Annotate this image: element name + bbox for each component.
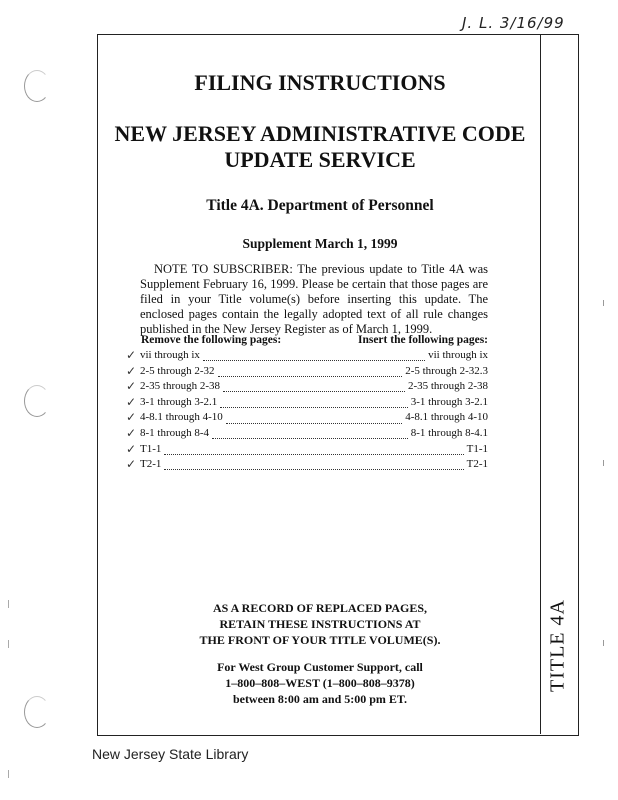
insert-pages: 4-8.1 through 4-10 [405,411,488,424]
table-row [126,457,488,474]
check-mark-icon: ✓ [126,394,137,409]
remove-pages: 8-1 through 8-4 [140,426,210,439]
punch-hole-top [24,70,50,102]
title-tab-label: TITLE 4A [546,599,569,693]
check-mark-icon: ✓ [126,410,137,425]
page-title: FILING INSTRUCTIONS [194,70,446,95]
subject-title: Title 4A. Department of Personnel [206,197,434,214]
check-mark-icon: ✓ [126,363,137,378]
dot-leader [220,399,407,408]
punch-hole-middle [24,385,50,417]
code-title-line2: UPDATE SERVICE [224,147,416,172]
library-stamp: New Jersey State Library [92,746,249,762]
remove-pages-header: Remove the following pages: [141,334,282,346]
remove-pages: T1-1 [140,442,162,455]
remove-pages: 2-35 through 2-38 [140,380,221,393]
insert-pages: vii through ix [428,349,488,361]
insert-pages-header: Insert the following pages: [357,334,488,346]
insert-pages: T2-1 [466,458,488,471]
remove-pages: vii through ix [140,349,200,361]
insert-pages: 3-1 through 3-2.1 [410,395,488,408]
remove-pages: T2-1 [140,458,162,471]
code-title-line1: NEW JERSEY ADMINISTRATIVE CODE [114,121,526,146]
page-list [126,348,488,474]
remove-pages: 3-1 through 3-2.1 [140,395,218,408]
insert-pages: 2-5 through 2-32.3 [405,364,488,377]
record-instructions [100,600,540,648]
record-line-3: THE FRONT OF YOUR TITLE VOLUME(S). [199,633,441,647]
remove-pages: 2-5 through 2-32 [140,364,215,377]
dot-leader [223,383,405,392]
check-mark-icon: ✓ [126,348,137,362]
table-row [126,379,488,396]
supplement-date: Supplement March 1, 1999 [242,236,398,251]
dot-leader [226,415,402,424]
customer-support [100,659,540,707]
insert-pages: T1-1 [466,442,488,455]
check-mark-icon: ✓ [126,425,137,440]
record-line-2: RETAIN THESE INSTRUCTIONS AT [219,617,421,631]
dot-leader [164,446,463,455]
support-hours: between 8:00 am and 5:00 pm ET. [232,692,408,706]
handwritten-note: J. L. 3/16/99 [462,14,565,32]
margin-mark [8,640,9,648]
margin-mark [8,600,9,608]
check-mark-icon: ✓ [126,379,137,394]
right-margin-mark [603,300,604,306]
right-margin-mark [603,640,604,646]
table-row [126,363,488,381]
table-row [126,425,488,443]
record-line-1: AS A RECORD OF REPLACED PAGES, [212,601,428,615]
subscriber-note-text: NOTE TO SUBSCRIBER: The previous update to Title 4A was Supplement February 16, 1999. Please be certain that those pages are filed in your Title volume(s) before inserting this update. The enclosed pages contain the legally adopted text of all rule changes published in the New Jersey Register as of March 1, 1999. [140,262,488,336]
table-row [126,394,488,412]
dot-leader [164,461,463,470]
dot-leader [203,352,425,361]
punch-hole-bottom [24,696,50,728]
check-mark-icon: ✓ [126,441,137,456]
support-line-1: For West Group Customer Support, call [217,660,423,674]
code-title [100,121,540,173]
subscriber-note [140,262,488,337]
insert-pages: 8-1 through 8-4.1 [410,426,488,439]
remove-pages: 4-8.1 through 4-10 [140,411,223,424]
table-row [126,410,488,427]
insert-pages: 2-35 through 2-38 [407,380,488,393]
table-row [126,441,488,459]
check-mark-icon: ✓ [126,457,137,472]
table-row [126,348,488,365]
dot-leader [218,368,403,377]
support-phone: 1–800–808–WEST (1–800–808–9378) [225,676,415,690]
dot-leader [212,430,408,439]
right-margin-mark [603,460,604,466]
margin-mark [8,770,9,778]
